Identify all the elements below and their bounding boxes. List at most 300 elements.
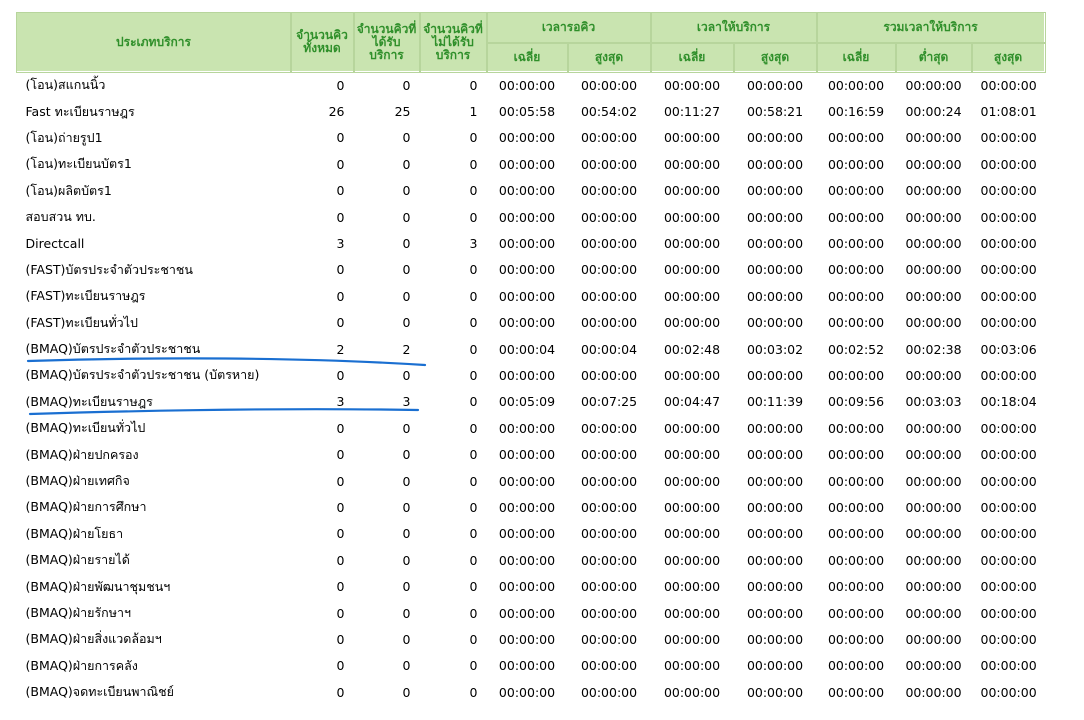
service-max-cell: 00:00:00 xyxy=(746,605,804,621)
served-queue-cell: 0 xyxy=(402,605,411,621)
served-queue-cell: 0 xyxy=(402,288,411,304)
total-avg-cell: 00:00:00 xyxy=(827,658,885,674)
total-queue-cell: 0 xyxy=(336,605,345,621)
service-name-cell: (BMAQ)จดทะเบียนพาณิชย์ xyxy=(25,684,174,700)
wait-avg-cell: 00:05:58 xyxy=(498,104,556,120)
table-row xyxy=(17,547,1045,573)
service-avg-cell: 00:00:00 xyxy=(663,130,721,146)
service-max-cell: 00:00:00 xyxy=(746,236,804,252)
wait-avg-cell: 00:00:00 xyxy=(498,552,556,568)
service-max-cell: 00:00:00 xyxy=(746,499,804,515)
service-name-cell: (BMAQ)ฝ่ายเทศกิจ xyxy=(25,473,130,489)
service-avg-cell: 00:00:00 xyxy=(663,77,721,93)
total-min-cell: 00:00:00 xyxy=(905,315,962,331)
total-max-cell: 00:00:00 xyxy=(980,631,1037,647)
report-body xyxy=(17,72,1045,706)
total-queue-cell: 0 xyxy=(336,77,345,93)
unserved-queue-cell: 0 xyxy=(469,288,478,304)
served-queue-cell: 0 xyxy=(402,473,411,489)
service-max-cell: 00:00:00 xyxy=(746,473,804,489)
header-wait-time: เวลารอคิว xyxy=(487,13,651,43)
total-queue-cell: 0 xyxy=(336,526,345,542)
total-avg-cell: 00:00:00 xyxy=(827,552,885,568)
service-max-cell: 00:00:00 xyxy=(746,684,804,700)
total-max-cell: 00:00:00 xyxy=(980,367,1037,383)
total-avg-cell: 00:00:00 xyxy=(827,605,885,621)
total-max-cell: 00:00:00 xyxy=(980,262,1037,278)
service-max-cell: 00:00:00 xyxy=(746,183,804,199)
unserved-queue-cell: 0 xyxy=(469,262,478,278)
table-row xyxy=(17,600,1045,626)
wait-max-cell: 00:00:00 xyxy=(580,473,638,489)
service-max-cell: 00:00:00 xyxy=(746,288,804,304)
served-queue-cell: 0 xyxy=(402,447,411,463)
total-queue-cell: 0 xyxy=(336,262,345,278)
total-avg-cell: 00:00:00 xyxy=(827,288,885,304)
wait-max-cell: 00:00:00 xyxy=(580,183,638,199)
service-max-cell: 00:00:00 xyxy=(746,658,804,674)
served-queue-cell: 0 xyxy=(402,130,411,146)
total-queue-cell: 3 xyxy=(336,394,345,410)
total-max-cell: 00:00:00 xyxy=(980,526,1037,542)
table-row xyxy=(17,257,1045,283)
total-max-cell: 00:00:00 xyxy=(980,156,1037,172)
total-min-cell: 00:00:00 xyxy=(905,156,962,172)
table-row xyxy=(17,283,1045,309)
service-avg-cell: 00:00:00 xyxy=(663,658,721,674)
wait-max-cell: 00:00:00 xyxy=(580,288,638,304)
total-queue-cell: 0 xyxy=(336,288,345,304)
service-max-cell: 00:58:21 xyxy=(746,104,804,120)
wait-max-cell: 00:00:00 xyxy=(580,236,638,252)
served-queue-cell: 25 xyxy=(394,104,411,120)
wait-avg-cell: 00:00:00 xyxy=(498,367,556,383)
wait-avg-cell: 00:00:00 xyxy=(498,209,556,225)
total-min-cell: 00:00:00 xyxy=(905,526,962,542)
total-min-cell: 00:03:03 xyxy=(905,394,962,410)
service-name-cell: (โอน)ผลิตบัตร1 xyxy=(25,182,112,198)
wait-avg-cell: 00:00:00 xyxy=(498,288,556,304)
header-total-service-time: รวมเวลาให้บริการ xyxy=(817,13,1045,43)
total-queue-cell: 0 xyxy=(336,579,345,595)
served-queue-cell: 0 xyxy=(402,552,411,568)
wait-max-cell: 00:07:25 xyxy=(580,394,638,410)
service-max-cell: 00:11:39 xyxy=(746,394,804,410)
total-queue-cell: 0 xyxy=(336,631,345,647)
total-min-cell: 00:00:00 xyxy=(905,579,962,595)
service-avg-cell: 00:00:00 xyxy=(663,262,721,278)
total-min-cell: 00:00:00 xyxy=(905,130,962,146)
service-avg-cell: 00:00:00 xyxy=(663,526,721,542)
header-service-type: ประเภทบริการ xyxy=(17,13,291,72)
total-min-cell: 00:00:00 xyxy=(905,684,962,700)
table-row xyxy=(17,415,1045,441)
unserved-queue-cell: 0 xyxy=(469,552,478,568)
table-row xyxy=(17,151,1045,177)
service-max-cell: 00:03:02 xyxy=(746,341,804,357)
wait-max-cell: 00:00:00 xyxy=(580,209,638,225)
service-avg-cell: 00:11:27 xyxy=(663,104,721,120)
total-min-cell: 00:00:00 xyxy=(905,631,962,647)
service-max-cell: 00:00:00 xyxy=(746,631,804,647)
service-name-cell: Directcall xyxy=(25,236,85,252)
unserved-queue-cell: 0 xyxy=(469,156,478,172)
wait-max-cell: 00:00:00 xyxy=(580,552,638,568)
total-avg-cell: 00:00:00 xyxy=(827,130,885,146)
total-avg-cell: 00:00:00 xyxy=(827,315,885,331)
total-max-cell: 00:00:00 xyxy=(980,236,1037,252)
header-wait-max: สูงสุด xyxy=(568,43,651,72)
queue-report-table xyxy=(16,12,1045,705)
service-avg-cell: 00:04:47 xyxy=(663,394,721,410)
wait-avg-cell: 00:00:00 xyxy=(498,605,556,621)
service-name-cell: (BMAQ)ฝ่ายรักษาฯ xyxy=(25,605,132,620)
unserved-queue-cell: 0 xyxy=(469,447,478,463)
total-queue-cell: 0 xyxy=(336,420,345,436)
total-avg-cell: 00:00:00 xyxy=(827,631,885,647)
total-max-cell: 00:00:00 xyxy=(980,684,1037,700)
unserved-queue-cell: 0 xyxy=(469,341,478,357)
service-name-cell: สอบสวน ทบ. xyxy=(25,209,96,225)
wait-avg-cell: 00:00:00 xyxy=(498,183,556,199)
service-max-cell: 00:00:00 xyxy=(746,77,804,93)
table-row xyxy=(17,125,1045,151)
total-avg-cell: 00:00:00 xyxy=(827,579,885,595)
total-max-cell: 00:00:00 xyxy=(980,658,1037,674)
wait-max-cell: 00:00:00 xyxy=(580,367,638,383)
unserved-queue-cell: 0 xyxy=(469,526,478,542)
wait-avg-cell: 00:00:00 xyxy=(498,447,556,463)
table-row xyxy=(17,336,1045,362)
service-name-cell: (FAST)ทะเบียนราษฎร xyxy=(25,288,146,304)
total-max-cell: 00:00:00 xyxy=(980,420,1037,436)
service-avg-cell: 00:00:00 xyxy=(663,579,721,595)
total-min-cell: 00:00:00 xyxy=(905,77,962,93)
service-name-cell: (โอน)ทะเบียนบัตร1 xyxy=(25,156,132,172)
service-name-cell: (BMAQ)ฝ่ายสิ่งแวดล้อมฯ xyxy=(25,631,162,647)
total-max-cell: 00:03:06 xyxy=(980,341,1037,357)
service-max-cell: 00:00:00 xyxy=(746,420,804,436)
service-avg-cell: 00:00:00 xyxy=(663,552,721,568)
served-queue-cell: 0 xyxy=(402,579,411,595)
header-total-queue: จำนวนคิว ทั้งหมด xyxy=(291,13,354,72)
total-max-cell: 01:08:01 xyxy=(980,104,1037,120)
served-queue-cell: 0 xyxy=(402,156,411,172)
wait-max-cell: 00:00:00 xyxy=(580,77,638,93)
wait-avg-cell: 00:00:00 xyxy=(498,236,556,252)
service-avg-cell: 00:02:48 xyxy=(663,341,721,357)
service-name-cell: (โอน)สแกนนิ้ว xyxy=(25,77,106,93)
wait-max-cell: 00:00:00 xyxy=(580,605,638,621)
total-avg-cell: 00:00:00 xyxy=(827,447,885,463)
total-avg-cell: 00:00:00 xyxy=(827,526,885,542)
total-max-cell: 00:00:00 xyxy=(980,552,1037,568)
wait-avg-cell: 00:00:00 xyxy=(498,658,556,674)
total-avg-cell: 00:00:00 xyxy=(827,499,885,515)
service-name-cell: (BMAQ)ฝ่ายรายได้ xyxy=(25,552,130,568)
unserved-queue-cell: 0 xyxy=(469,473,478,489)
service-max-cell: 00:00:00 xyxy=(746,262,804,278)
served-queue-cell: 0 xyxy=(402,658,411,674)
unserved-queue-cell: 0 xyxy=(469,367,478,383)
wait-avg-cell: 00:00:00 xyxy=(498,579,556,595)
wait-max-cell: 00:00:00 xyxy=(580,579,638,595)
total-min-cell: 00:00:00 xyxy=(905,367,962,383)
service-max-cell: 00:00:00 xyxy=(746,209,804,225)
wait-avg-cell: 00:00:00 xyxy=(498,684,556,700)
unserved-queue-cell: 0 xyxy=(469,499,478,515)
wait-max-cell: 00:00:00 xyxy=(580,130,638,146)
total-min-cell: 00:00:00 xyxy=(905,499,962,515)
service-avg-cell: 00:00:00 xyxy=(663,605,721,621)
table-row xyxy=(17,679,1045,705)
table-row xyxy=(17,310,1045,336)
served-queue-cell: 0 xyxy=(402,236,411,252)
served-queue-cell: 2 xyxy=(402,341,411,357)
total-min-cell: 00:00:00 xyxy=(905,658,962,674)
total-avg-cell: 00:09:56 xyxy=(827,394,885,410)
header-total-min: ต่ำสุด xyxy=(896,43,972,72)
wait-max-cell: 00:00:00 xyxy=(580,420,638,436)
service-avg-cell: 00:00:00 xyxy=(663,156,721,172)
service-name-cell: (BMAQ)ฝ่ายปกครอง xyxy=(25,446,139,462)
service-max-cell: 00:00:00 xyxy=(746,130,804,146)
service-avg-cell: 00:00:00 xyxy=(663,684,721,700)
service-name-cell: (BMAQ)ทะเบียนทั่วไป xyxy=(25,420,146,436)
total-min-cell: 00:02:38 xyxy=(905,341,962,357)
service-name-cell: (BMAQ)บัตรประจำตัวประชาชน xyxy=(25,341,201,357)
served-queue-cell: 0 xyxy=(402,367,411,383)
service-max-cell: 00:00:00 xyxy=(746,156,804,172)
total-max-cell: 00:00:00 xyxy=(980,447,1037,463)
table-row xyxy=(17,230,1045,256)
total-min-cell: 00:00:00 xyxy=(905,209,962,225)
table-row xyxy=(17,626,1045,652)
served-queue-cell: 0 xyxy=(402,420,411,436)
unserved-queue-cell: 0 xyxy=(469,315,478,331)
wait-max-cell: 00:00:00 xyxy=(580,631,638,647)
total-min-cell: 00:00:00 xyxy=(905,473,962,489)
service-name-cell: (BMAQ)ฝ่ายการคลัง xyxy=(25,657,138,673)
table-row xyxy=(17,98,1045,124)
total-queue-cell: 0 xyxy=(336,183,345,199)
total-min-cell: 00:00:00 xyxy=(905,236,962,252)
total-queue-cell: 0 xyxy=(336,684,345,700)
wait-avg-cell: 00:00:00 xyxy=(498,420,556,436)
unserved-queue-cell: 0 xyxy=(469,183,478,199)
service-max-cell: 00:00:00 xyxy=(746,447,804,463)
total-queue-cell: 0 xyxy=(336,473,345,489)
unserved-queue-cell: 0 xyxy=(469,579,478,595)
total-avg-cell: 00:02:52 xyxy=(827,341,885,357)
total-avg-cell: 00:00:00 xyxy=(827,262,885,278)
service-name-cell: (FAST)บัตรประจำตัวประชาชน xyxy=(25,261,193,277)
unserved-queue-cell: 0 xyxy=(469,209,478,225)
served-queue-cell: 0 xyxy=(402,526,411,542)
unserved-queue-cell: 0 xyxy=(469,394,478,410)
total-avg-cell: 00:00:00 xyxy=(827,236,885,252)
total-max-cell: 00:18:04 xyxy=(980,394,1037,410)
total-min-cell: 00:00:00 xyxy=(905,262,962,278)
total-queue-cell: 0 xyxy=(336,156,345,172)
header-service-max: สูงสุด xyxy=(734,43,817,72)
total-avg-cell: 00:00:00 xyxy=(827,684,885,700)
total-max-cell: 00:00:00 xyxy=(980,499,1037,515)
total-queue-cell: 0 xyxy=(336,130,345,146)
total-avg-cell: 00:16:59 xyxy=(827,104,885,120)
served-queue-cell: 0 xyxy=(402,262,411,278)
served-queue-cell: 3 xyxy=(402,394,411,410)
service-avg-cell: 00:00:00 xyxy=(663,447,721,463)
served-queue-cell: 0 xyxy=(402,315,411,331)
unserved-queue-cell: 0 xyxy=(469,77,478,93)
total-min-cell: 00:00:00 xyxy=(905,552,962,568)
table-row xyxy=(17,653,1045,679)
total-min-cell: 00:00:00 xyxy=(905,447,962,463)
table-row xyxy=(17,521,1045,547)
header-served-queue: จำนวนคิวที่ ได้รับ บริการ xyxy=(354,13,420,72)
served-queue-cell: 0 xyxy=(402,77,411,93)
served-queue-cell: 0 xyxy=(402,183,411,199)
served-queue-cell: 0 xyxy=(402,684,411,700)
total-queue-cell: 0 xyxy=(336,367,345,383)
table-row xyxy=(17,72,1045,99)
wait-max-cell: 00:54:02 xyxy=(580,104,638,120)
total-min-cell: 00:00:00 xyxy=(905,183,962,199)
header-total-max: สูงสุด xyxy=(972,43,1045,72)
wait-avg-cell: 00:00:00 xyxy=(498,526,556,542)
wait-max-cell: 00:00:00 xyxy=(580,156,638,172)
wait-avg-cell: 00:00:00 xyxy=(498,262,556,278)
service-name-cell: (BMAQ)ฝ่ายพัฒนาชุมชนฯ xyxy=(25,578,171,594)
wait-avg-cell: 00:00:00 xyxy=(498,499,556,515)
service-max-cell: 00:00:00 xyxy=(746,552,804,568)
total-max-cell: 00:00:00 xyxy=(980,130,1037,146)
wait-max-cell: 00:00:00 xyxy=(580,684,638,700)
wait-max-cell: 00:00:04 xyxy=(580,341,638,357)
table-row xyxy=(17,468,1045,494)
wait-avg-cell: 00:00:00 xyxy=(498,130,556,146)
total-max-cell: 00:00:00 xyxy=(980,183,1037,199)
service-avg-cell: 00:00:00 xyxy=(663,315,721,331)
header-service-avg: เฉลี่ย xyxy=(651,43,734,72)
wait-max-cell: 00:00:00 xyxy=(580,499,638,515)
total-avg-cell: 00:00:00 xyxy=(827,367,885,383)
unserved-queue-cell: 1 xyxy=(469,104,478,120)
total-avg-cell: 00:00:00 xyxy=(827,156,885,172)
unserved-queue-cell: 0 xyxy=(469,658,478,674)
wait-max-cell: 00:00:00 xyxy=(580,262,638,278)
total-avg-cell: 00:00:00 xyxy=(827,209,885,225)
wait-max-cell: 00:00:00 xyxy=(580,447,638,463)
table-row xyxy=(17,178,1045,204)
service-name-cell: (BMAQ)ฝ่ายการศึกษา xyxy=(25,499,147,515)
total-avg-cell: 00:00:00 xyxy=(827,77,885,93)
service-avg-cell: 00:00:00 xyxy=(663,367,721,383)
service-name-cell: (BMAQ)ฝ่ายโยธา xyxy=(25,525,124,541)
service-avg-cell: 00:00:00 xyxy=(663,236,721,252)
unserved-queue-cell: 0 xyxy=(469,420,478,436)
total-queue-cell: 0 xyxy=(336,552,345,568)
total-max-cell: 00:00:00 xyxy=(980,473,1037,489)
total-max-cell: 00:00:00 xyxy=(980,315,1037,331)
served-queue-cell: 0 xyxy=(402,499,411,515)
total-queue-cell: 0 xyxy=(336,315,345,331)
total-avg-cell: 00:00:00 xyxy=(827,473,885,489)
service-avg-cell: 00:00:00 xyxy=(663,420,721,436)
service-name-cell: (BMAQ)ทะเบียนราษฎร xyxy=(25,393,153,409)
service-avg-cell: 00:00:00 xyxy=(663,209,721,225)
total-queue-cell: 0 xyxy=(336,658,345,674)
wait-avg-cell: 00:00:00 xyxy=(498,77,556,93)
service-max-cell: 00:00:00 xyxy=(746,315,804,331)
header-unserved-queue: จำนวนคิวที่ ไม่ได้รับ บริการ xyxy=(420,13,487,72)
total-max-cell: 00:00:00 xyxy=(980,209,1037,225)
total-queue-cell: 0 xyxy=(336,209,345,225)
header-wait-avg: เฉลี่ย xyxy=(487,43,568,72)
wait-max-cell: 00:00:00 xyxy=(580,658,638,674)
total-queue-cell: 0 xyxy=(336,499,345,515)
wait-avg-cell: 00:00:00 xyxy=(498,156,556,172)
total-queue-cell: 2 xyxy=(336,341,345,357)
wait-max-cell: 00:00:00 xyxy=(580,315,638,331)
wait-avg-cell: 00:05:09 xyxy=(498,394,556,410)
service-avg-cell: 00:00:00 xyxy=(663,631,721,647)
total-avg-cell: 00:00:00 xyxy=(827,183,885,199)
unserved-queue-cell: 0 xyxy=(469,130,478,146)
total-queue-cell: 0 xyxy=(336,447,345,463)
total-queue-cell: 3 xyxy=(336,236,345,252)
total-min-cell: 00:00:24 xyxy=(905,104,962,120)
total-max-cell: 00:00:00 xyxy=(980,77,1037,93)
total-min-cell: 00:00:00 xyxy=(905,420,962,436)
table-row xyxy=(17,494,1045,520)
service-avg-cell: 00:00:00 xyxy=(663,288,721,304)
table-row xyxy=(17,441,1045,467)
table-row xyxy=(17,204,1045,230)
header-service-time: เวลาให้บริการ xyxy=(651,13,817,43)
total-min-cell: 00:00:00 xyxy=(905,288,962,304)
unserved-queue-cell: 0 xyxy=(469,605,478,621)
table-row xyxy=(17,389,1045,415)
wait-max-cell: 00:00:00 xyxy=(580,526,638,542)
service-name-cell: (BMAQ)บัตรประจำตัวประชาชน (บัตรหาย) xyxy=(25,367,260,383)
service-name-cell: (โอน)ถ่ายรูป1 xyxy=(25,129,103,145)
service-avg-cell: 00:00:00 xyxy=(663,499,721,515)
total-avg-cell: 00:00:00 xyxy=(827,420,885,436)
service-max-cell: 00:00:00 xyxy=(746,579,804,595)
service-avg-cell: 00:00:00 xyxy=(663,473,721,489)
header-total-avg: เฉลี่ย xyxy=(817,43,896,72)
wait-avg-cell: 00:00:00 xyxy=(498,315,556,331)
service-max-cell: 00:00:00 xyxy=(746,526,804,542)
total-queue-cell: 26 xyxy=(328,104,345,120)
table-row xyxy=(17,362,1045,388)
service-max-cell: 00:00:00 xyxy=(746,367,804,383)
wait-avg-cell: 00:00:00 xyxy=(498,631,556,647)
table-row xyxy=(17,573,1045,599)
total-max-cell: 00:00:00 xyxy=(980,288,1037,304)
unserved-queue-cell: 3 xyxy=(469,236,478,252)
service-avg-cell: 00:00:00 xyxy=(663,183,721,199)
unserved-queue-cell: 0 xyxy=(469,684,478,700)
total-max-cell: 00:00:00 xyxy=(980,579,1037,595)
wait-avg-cell: 00:00:04 xyxy=(498,341,556,357)
served-queue-cell: 0 xyxy=(402,209,411,225)
service-name-cell: (FAST)ทะเบียนทั่วไป xyxy=(25,314,138,330)
service-name-cell: Fast ทะเบียนราษฎร xyxy=(25,103,135,119)
total-min-cell: 00:00:00 xyxy=(905,605,962,621)
